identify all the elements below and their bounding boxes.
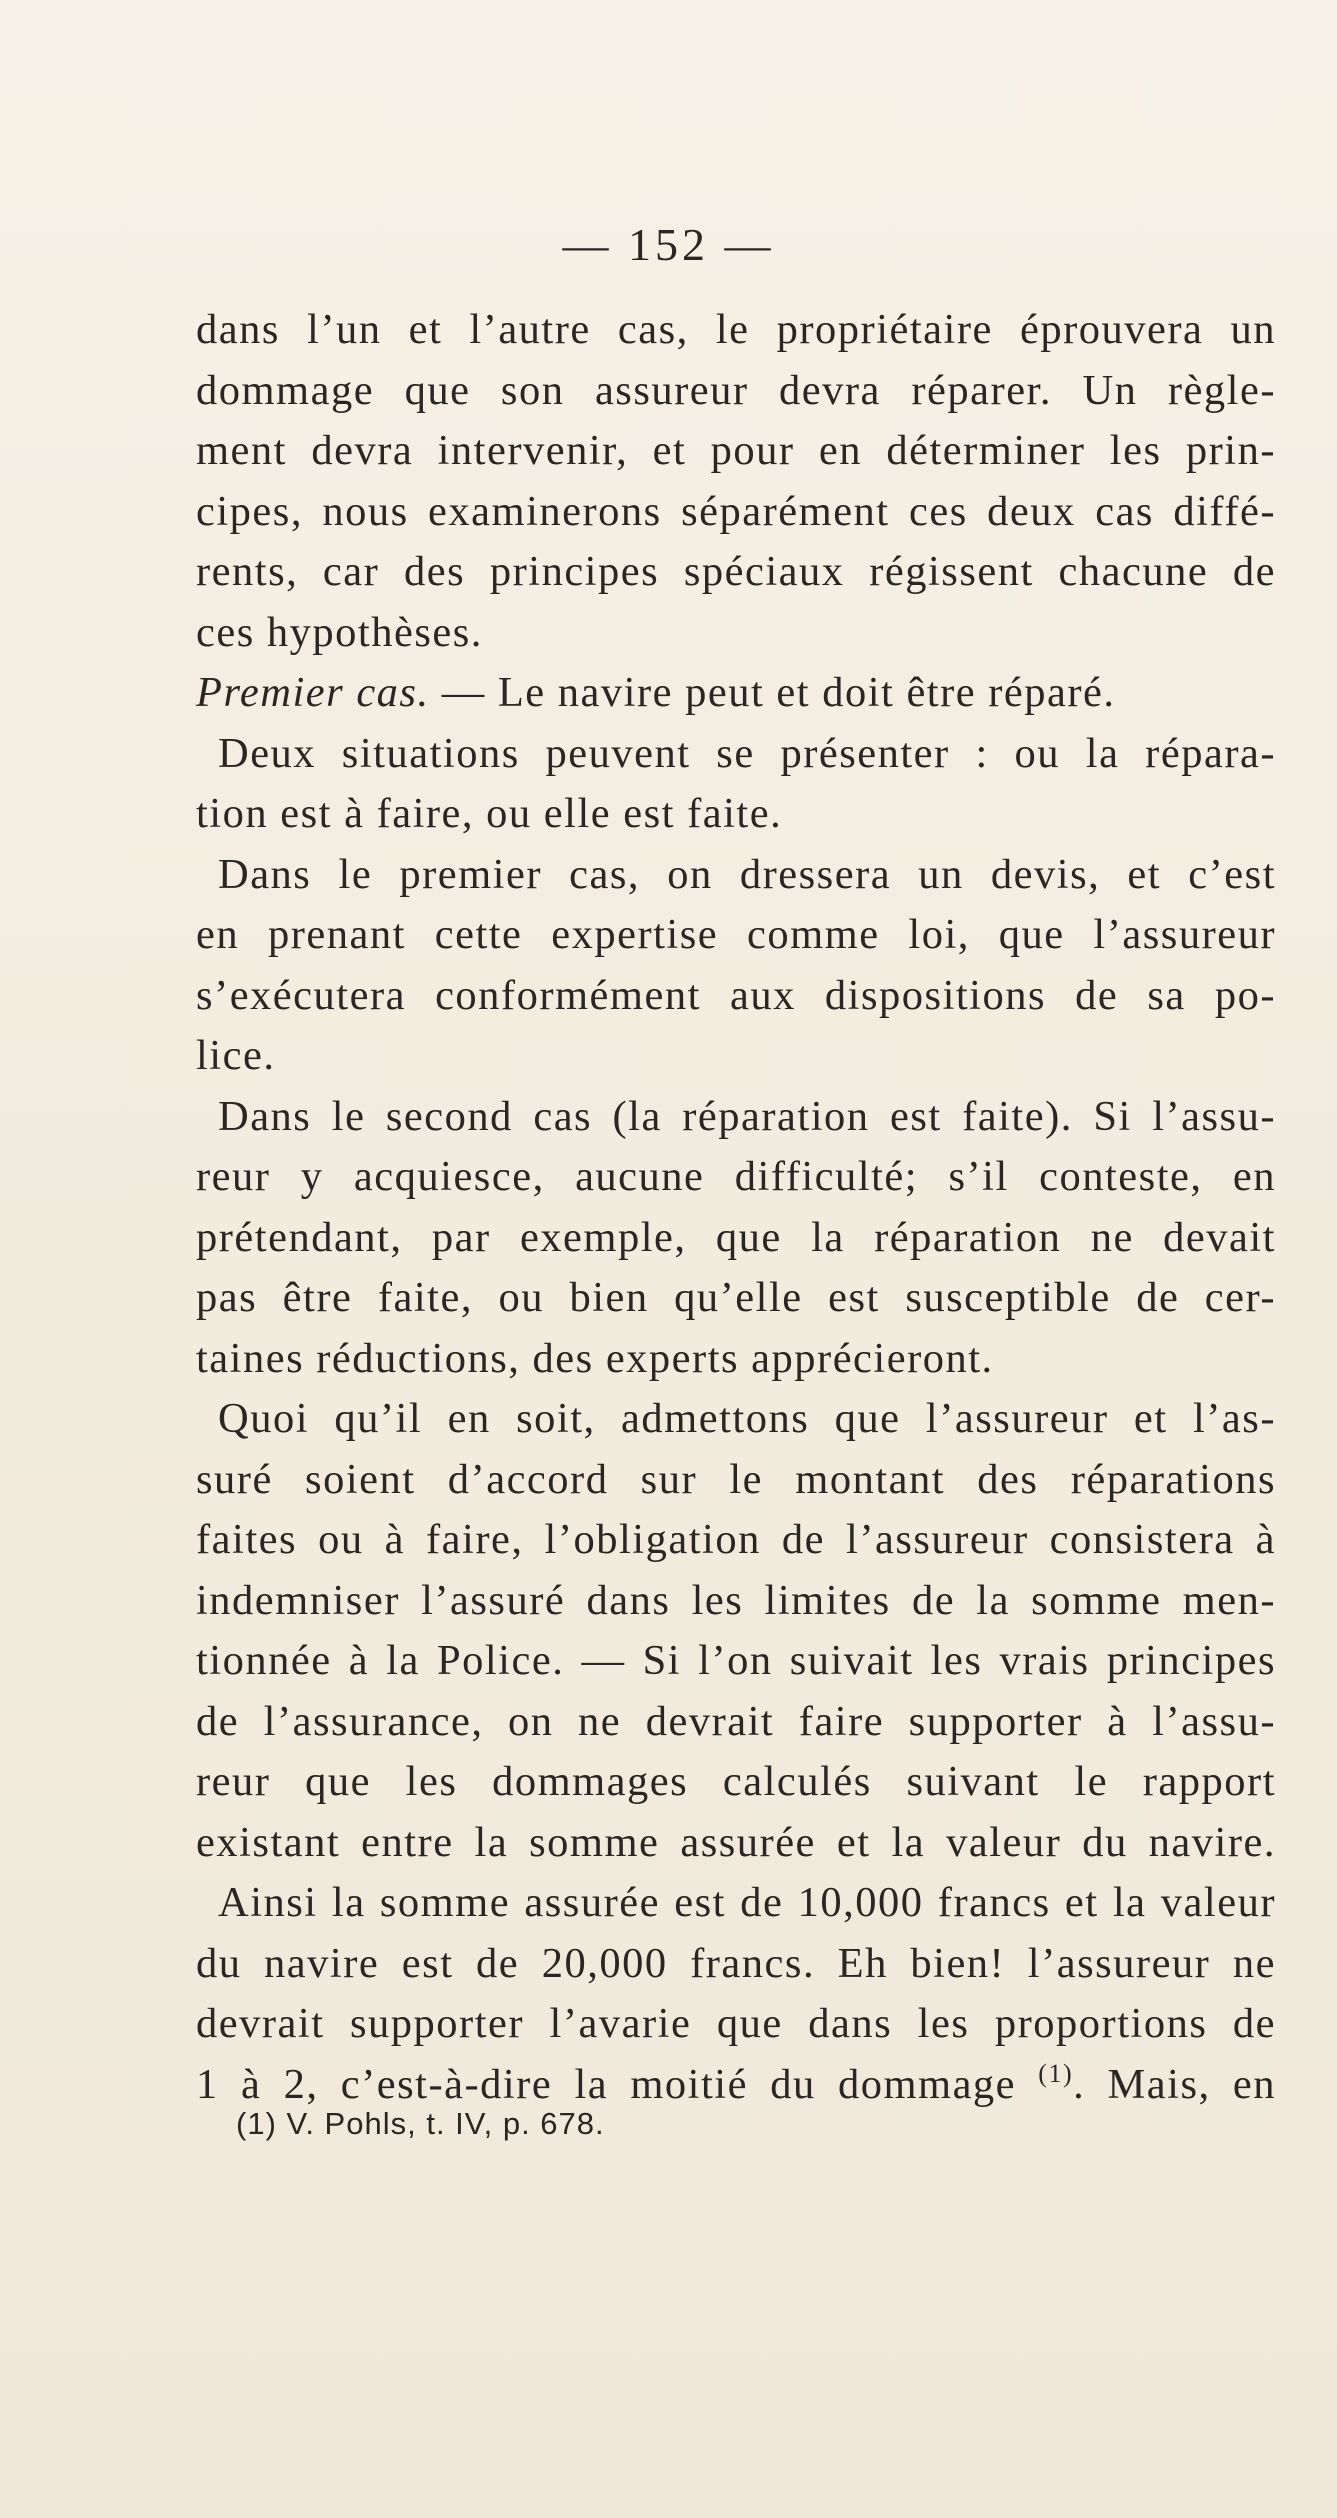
text-line: existant entre la somme assurée et la valeur du navire. — [196, 1818, 1276, 1866]
text-line: Dans le premier cas, on dressera un devis, et c’est — [218, 850, 1276, 898]
premier-cas-line — [196, 663, 1276, 724]
premier-cas-text: — Le navire peut et doit être réparé. — [429, 669, 1116, 716]
page-number: — 152 — — [562, 219, 775, 270]
text-line: Dans le second cas (la réparation est faite). Si l’assu- — [218, 1092, 1276, 1140]
footnote: (1) V. Pohls, t. IV, p. 678. — [236, 2106, 605, 2141]
text-line: reur y acquiesce, aucune difficulté; s’il conteste, en — [196, 1153, 1276, 1200]
text-line: reur que les dommages calculés suivant le rapport — [196, 1758, 1276, 1805]
text-line: de l’assurance, on ne devrait faire supporter à l’assu- — [196, 1697, 1276, 1745]
text-line: ment devra intervenir, et pour en déterminer les prin- — [196, 427, 1276, 474]
text-line: tion est à faire, ou elle est faite. — [196, 790, 783, 837]
text-line: devrait supporter l’avarie que dans les proportions de — [196, 2000, 1276, 2047]
premier-cas-label: Premier cas. — [196, 669, 430, 716]
text-line: lice. — [196, 1032, 276, 1079]
text-line: du navire est de 20,000 francs. Eh bien! l’assureur ne — [196, 1939, 1276, 1987]
text-line: suré soient d’accord sur le montant des réparations — [196, 1455, 1276, 1503]
text-line: pas être faite, ou bien qu’elle est susceptible de cer- — [196, 1274, 1276, 1321]
text-line: ces hypothèses. — [196, 608, 483, 656]
body-text — [196, 300, 1276, 2115]
text-line: Deux situations peuvent se présenter : ou la répara- — [218, 729, 1276, 777]
text-line: en prenant cette expertise comme loi, que l’assureur — [196, 911, 1276, 958]
text-line: rents, car des principes spéciaux régissent chacune de — [196, 548, 1276, 595]
last-line-after: . Mais, en — [1073, 2060, 1276, 2108]
footnote-ref[interactable]: (1) — [1038, 2058, 1074, 2088]
text-line: indemniser l’assuré dans les limites de la somme men- — [196, 1576, 1276, 1624]
text-line: tionnée à la Police. — Si l’on suivait les vrais principes — [196, 1637, 1276, 1684]
text-line: dans l’un et l’autre cas, le propriétaire éprouvera un — [196, 306, 1276, 353]
last-line-before: 1 à 2, c’est-à-dire la moitié du dommage — [196, 2060, 1017, 2108]
text-line: Ainsi la somme assurée est de 10,000 francs et la valeur — [218, 1879, 1276, 1926]
text-line: cipes, nous examinerons séparément ces deux cas diffé- — [196, 487, 1276, 535]
text-line: faites ou à faire, l’obligation de l’assureur consistera à — [196, 1516, 1276, 1563]
text-line: taines réductions, des experts apprécieront. — [196, 1334, 994, 1382]
text-line: s’exécutera conformément aux dispositions de sa po- — [196, 971, 1276, 1019]
text-line: Quoi qu’il en soit, admettons que l’assureur et l’as- — [218, 1395, 1276, 1442]
text-line: prétendant, par exemple, que la réparation ne devait — [196, 1213, 1276, 1261]
text-line: dommage que son assureur devra réparer. Un règle- — [196, 366, 1276, 414]
